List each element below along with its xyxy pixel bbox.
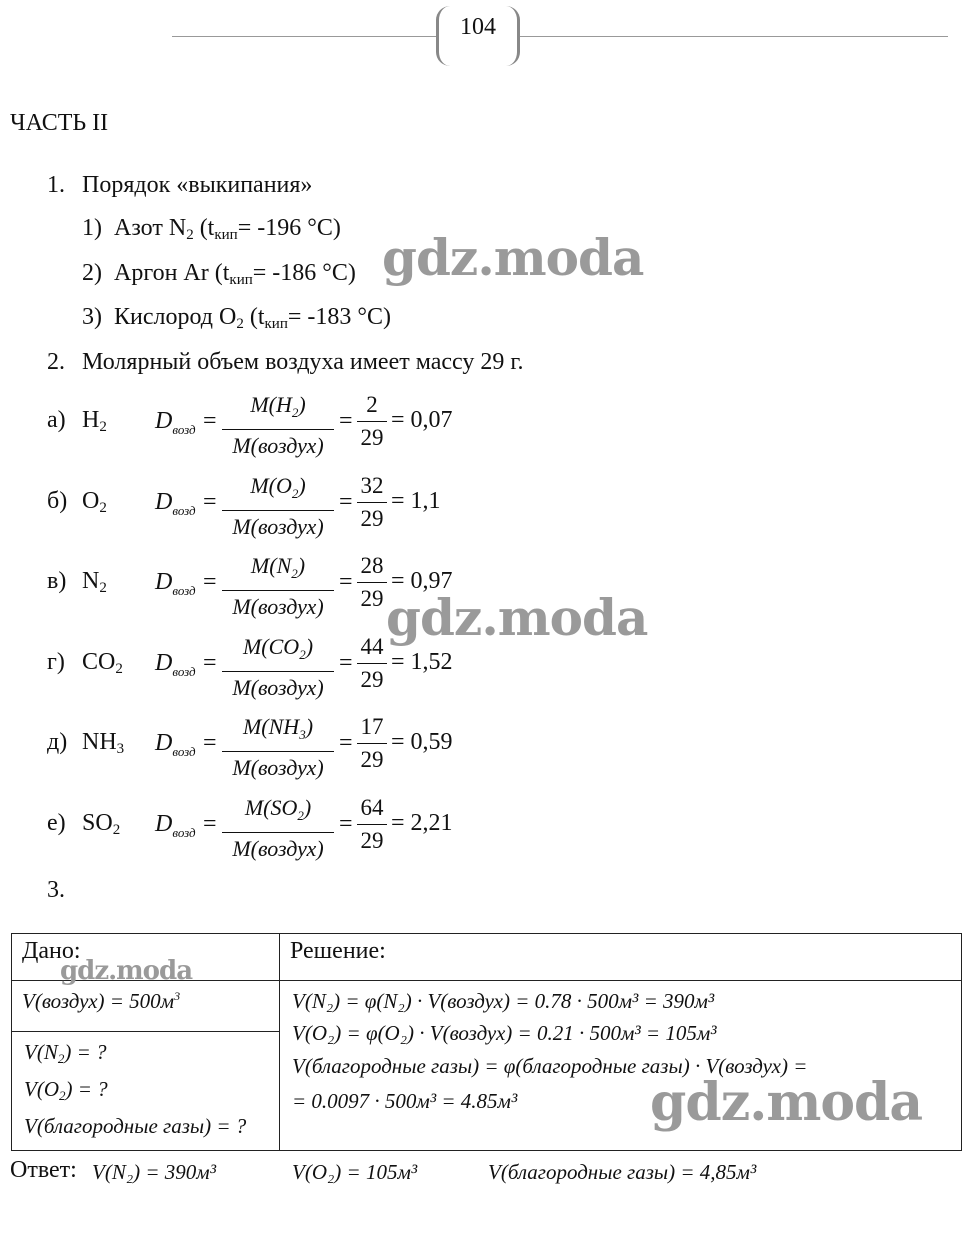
fraction-denominator: M(воздух) <box>232 594 324 619</box>
item-name: Кислород O <box>114 304 237 330</box>
task3-number: 3. <box>47 877 65 903</box>
equals-sign: = <box>339 650 353 676</box>
air-mass-value: 29 <box>360 667 384 692</box>
equals-sign: = <box>203 730 217 756</box>
page-number: 104 <box>460 14 496 40</box>
item-open: (t <box>193 215 215 241</box>
fraction-denominator: M(воздух) <box>232 675 324 700</box>
fraction-denominator: M(воздух) <box>232 433 324 458</box>
row-letter: в) <box>47 568 67 594</box>
mass-value: 28 <box>360 553 384 578</box>
density-result: = 0,97 <box>391 568 453 594</box>
equals-sign: = <box>203 811 217 837</box>
fraction-numerator: $M(SO_2)$ <box>244 795 312 823</box>
item-number: 2) <box>82 260 102 286</box>
task2-number: 2. <box>47 349 65 375</box>
density-symbol: $D_{возд}$ <box>155 811 196 840</box>
unknown-n2: $V(N_2)$ = ? <box>24 1040 107 1066</box>
equals-sign: = <box>339 408 353 434</box>
item-name: Азот N <box>114 215 187 241</box>
mass-value: 17 <box>360 714 384 739</box>
number-fraction <box>357 795 387 854</box>
watermark: gdz.moda <box>382 228 644 287</box>
equals-sign: = <box>339 489 353 515</box>
number-fraction <box>357 634 387 693</box>
row-gas: $H_2$ <box>82 407 107 435</box>
solution-line-4: = 0.0097 · 500м³ = 4.85м³ <box>292 1089 518 1113</box>
molar-fraction <box>222 553 334 620</box>
number-fraction <box>357 553 387 612</box>
equals-sign: = <box>339 730 353 756</box>
row-gas: $O_2$ <box>82 488 107 516</box>
item-value: = -196 °C) <box>237 215 341 241</box>
given-value: V(воздух) = $500м^3$ <box>22 989 181 1013</box>
air-mass-value: 29 <box>360 747 384 772</box>
equals-sign: = <box>339 569 353 595</box>
row-letter: е) <box>47 810 66 836</box>
given-cell <box>12 981 280 1032</box>
item-t-sub: кип <box>214 227 238 243</box>
task2-text: Молярный объем воздуха имеет массу 29 г. <box>82 349 524 375</box>
solution-header-cell <box>280 934 962 981</box>
fraction-denominator: M(воздух) <box>232 836 324 861</box>
answer-label: Ответ: <box>10 1157 77 1183</box>
part-title: ЧАСТЬ II <box>10 110 109 136</box>
answer-n2: V(N₂) = 390м³ <box>92 1160 216 1184</box>
density-result: = 1,52 <box>391 649 453 675</box>
mass-value: 64 <box>360 795 384 820</box>
item-value: = -183 °C) <box>287 304 391 330</box>
watermark: gdz.moda <box>650 1072 923 1133</box>
item-formula-sub: 2 <box>236 316 244 332</box>
molar-fraction <box>222 795 334 862</box>
density-symbol: $D_{возд}$ <box>155 489 196 518</box>
row-gas: $N_2$ <box>82 568 107 596</box>
item-open: (t <box>208 260 230 286</box>
fraction-numerator: $M(N_2)$ <box>250 553 306 581</box>
solution-line-2: V(O₂) = φ(O₂) · V(воздух) = 0.21 · 500м³ = 105м³ <box>292 1021 717 1045</box>
item-number: 3) <box>82 304 102 330</box>
task1-item <box>82 261 356 288</box>
item-t-sub: кип <box>229 272 253 288</box>
density-result: = 2,21 <box>391 810 453 836</box>
density-result: = 0,59 <box>391 729 453 755</box>
item-number: 1) <box>82 215 102 241</box>
air-mass-value: 29 <box>360 506 384 531</box>
unknown-o2: $V(O_2)$ = ? <box>24 1077 108 1103</box>
task1-number: 1. <box>47 172 65 198</box>
row-gas: $NH_3$ <box>82 729 125 757</box>
density-symbol: $D_{возд}$ <box>155 569 196 598</box>
equals-sign: = <box>339 811 353 837</box>
air-mass-value: 29 <box>360 425 384 450</box>
row-letter: д) <box>47 729 68 755</box>
fraction-denominator: M(воздух) <box>232 514 324 539</box>
fraction-numerator: $M(NH_3)$ <box>242 714 314 742</box>
fraction-numerator: $M(CO_2)$ <box>242 634 314 662</box>
unknowns-cell <box>12 1032 280 1151</box>
equals-sign: = <box>203 569 217 595</box>
header-rule-right <box>520 36 948 37</box>
item-formula-sub: 2 <box>186 227 194 243</box>
molar-fraction <box>222 634 334 701</box>
answer-o2: V(O₂) = 105м³ <box>292 1160 418 1184</box>
molar-fraction <box>222 714 334 781</box>
density-symbol: $D_{возд}$ <box>155 650 196 679</box>
given-header: Дано: <box>22 938 81 964</box>
density-result: = 0,07 <box>391 407 453 433</box>
molar-fraction <box>222 392 334 459</box>
equals-sign: = <box>203 408 217 434</box>
mass-value: 44 <box>360 634 384 659</box>
item-name: Аргон Ar <box>114 260 209 286</box>
density-symbol: $D_{возд}$ <box>155 408 196 437</box>
equals-sign: = <box>203 650 217 676</box>
answer-noble: V(благородные газы) = 4,85м³ <box>488 1160 757 1184</box>
unknown-noble: V(благородные газы) = ? <box>24 1114 247 1138</box>
task1-item <box>82 216 341 243</box>
row-letter: а) <box>47 407 66 433</box>
fraction-denominator: M(воздух) <box>232 755 324 780</box>
equals-sign: = <box>203 489 217 515</box>
item-value: = -186 °C) <box>252 260 356 286</box>
air-mass-value: 29 <box>360 828 384 853</box>
row-letter: б) <box>47 488 68 514</box>
row-gas: $CO_2$ <box>82 649 123 677</box>
mass-value: 32 <box>360 473 384 498</box>
fraction-numerator: $M(O_2)$ <box>250 473 306 501</box>
solution-header: Решение: <box>290 938 386 964</box>
task1-item <box>82 305 391 332</box>
watermark: gdz.moda <box>60 956 193 986</box>
row-gas: $SO_2$ <box>82 810 121 838</box>
density-result: = 1,1 <box>391 488 441 514</box>
fraction-numerator: $M(H_2)$ <box>250 392 306 420</box>
row-letter: г) <box>47 649 65 675</box>
number-fraction <box>357 392 387 451</box>
air-mass-value: 29 <box>360 586 384 611</box>
number-fraction <box>357 714 387 773</box>
header-rule-left <box>172 36 436 37</box>
item-open: (t <box>243 304 265 330</box>
density-symbol: $D_{возд}$ <box>155 730 196 759</box>
item-t-sub: кип <box>264 316 288 332</box>
watermark: gdz.moda <box>386 588 648 647</box>
solution-line-3: V(благородные газы) = φ(благородные газы) · V(воздух) = <box>292 1054 808 1078</box>
number-fraction <box>357 473 387 532</box>
solution-line-1: V(N₂) = φ(N₂) · V(воздух) = 0.78 · 500м³ = 390м³ <box>292 989 715 1013</box>
mass-value: 2 <box>366 392 378 417</box>
molar-fraction <box>222 473 334 540</box>
task1-title: Порядок «выкипания» <box>82 172 313 198</box>
